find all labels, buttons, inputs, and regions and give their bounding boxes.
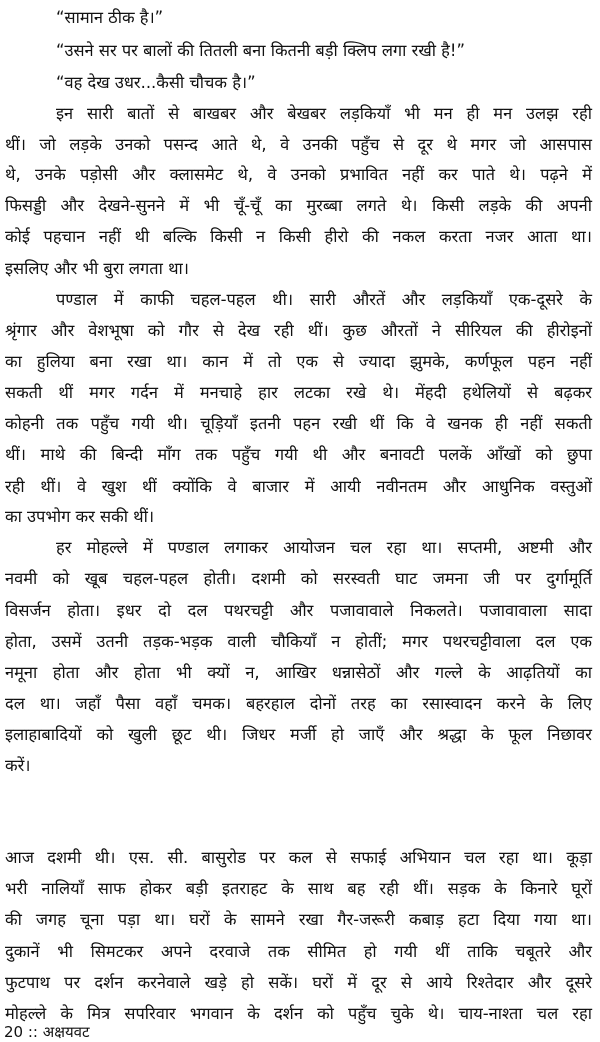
text-line: का हुलिया बना रखा था। कान में तो एक से ज्यादा झुमके, कर्णफूल पहन नहीं [5, 352, 592, 371]
text-line: कोई पहचान नहीं थी बल्कि किसी न किसी हीरो की नकल करता नजर आता था। [5, 227, 592, 246]
text-line: पण्डाल में काफी चहल-पहल थी। सारी औरतें और लड़कियाँ एक-दूसरे के [56, 290, 592, 309]
text-line: सकती थीं मगर गर्दन में मनचाहे हार लटका रखे थे। मेंहदी हथेलियों से बढ़कर [5, 383, 592, 402]
text-line: भरी नालियाँ साफ होकर बड़ी इतराहट के साथ बह रही थीं। सड़क के किनारे घूरों [5, 879, 592, 898]
text-line: दल था। जहाँ पैसा वहाँ चमक। बहरहाल दोनों तरह का रसास्वादन करने के लिए [5, 694, 592, 713]
text-line: श्रृंगार और वेशभूषा को गौर से देख रही थीं। कुछ औरतों ने सीरियल की हीरोइनों [5, 321, 592, 340]
text-line: होता, उसमें उतनी तड़क-भड़क वाली चौकियाँ न होतीं; मगर पथरचट्टीवाला दल एक [5, 632, 592, 651]
text-line: करें। [5, 756, 31, 775]
text-line: “सामान ठीक है।” [56, 8, 164, 27]
text-line: “वह देख उधर...कैसी चौचक है।” [56, 73, 256, 92]
text-line: आज दशमी थी। एस. सी. बासुरोड पर कल से सफाई अभियान चल रहा था। कूड़ा [5, 848, 592, 867]
text-line: फिसड्डी और देखने-सुनने में भी चूँ-चूँ का मुरब्बा लगते थे। किसी लड़के की अपनी [5, 196, 592, 215]
text-line: हर मोहल्ले में पण्डाल लगाकर आयोजन चल रहा था। सप्तमी, अष्टमी और [56, 538, 592, 557]
text-line: का उपभोग कर सकी थीं। [5, 507, 155, 526]
text-line: “उसने सर पर बालों की तितली बना कितनी बड़ी क्लिप लगा रखी है!” [56, 41, 465, 60]
text-line: फुटपाथ पर दर्शन करनेवाले खड़े हो सकें। घरों में दूर से आये रिश्तेदार और दूसरे [5, 973, 592, 992]
text-line: नमूना होता और होता भी क्यों न, आखिर धन्नासेठों और गल्ले के आढ़तियों का [5, 663, 592, 682]
text-line: की जगह चूना पड़ा था। घरों के सामने रखा गैर-जरूरी कबाड़ हटा दिया गया था। [5, 910, 592, 929]
text-line: दुकानें भी सिमटकर अपने दरवाजे तक सीमित हो गयी थीं ताकि चबूतरे और [5, 942, 592, 961]
text-line: थे, उनके पड़ोसी और क्लासमेट थे, वे उनको प्रभावित नहीं कर पाते थे। पढ़ने में [5, 165, 592, 184]
text-line: थीं। माथे की बिन्दी माँग तक पहुँच गयी थी और बनावटी पलकें आँखों को छुपा [5, 445, 592, 464]
text-line: रही थीं। वे खुश थीं क्योंकि वे बाजार में आयी नवीनतम और आधुनिक वस्तुओं [5, 477, 592, 496]
text-line: नवमी को खूब चहल-पहल होती। दशमी को सरस्वती घाट जमना जी पर दुर्गामूर्ति [5, 569, 592, 588]
text-line: इसलिए और भी बुरा लगता था। [5, 259, 190, 278]
page-footer: 20 :: अक्षयवट [4, 1023, 90, 1041]
text-line: कोहनी तक पहुँच गयी थी। चूड़ियाँ इतनी पहन रखी थीं कि वे खनक ही नहीं सकती [5, 414, 592, 433]
text-line: इलाहाबादियों को खुली छूट थी। जिधर मर्जी हो जाएँ और श्रद्धा के फूल निछावर [5, 725, 592, 744]
text-line: थीं। जो लड़के उनको पसन्द आते थे, वे उनकी पहुँच से दूर थे मगर जो आसपास [5, 135, 592, 154]
text-line: विसर्जन होता। इधर दो दल पथरचट्टी और पजावावाले निकलते। पजावावाला सादा [5, 601, 592, 620]
text-line: इन सारी बातों से बाखबर और बेखबर लड़कियाँ भी मन ही मन उलझ रही [56, 104, 592, 123]
text-line: मोहल्ले के मित्र सपरिवार भगवान के दर्शन को पहुँच चुके थे। चाय-नाश्ता चल रहा [5, 1004, 592, 1023]
